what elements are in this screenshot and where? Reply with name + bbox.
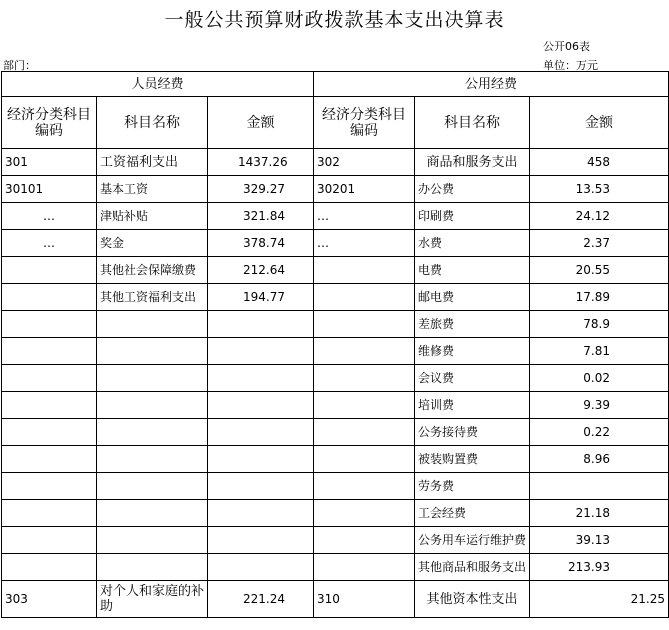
left-code-cell (2, 446, 97, 473)
right-amount-cell: 213.93 (530, 554, 669, 581)
right-code-cell (314, 338, 415, 365)
left-name-cell (97, 473, 208, 500)
section-header-row (2, 72, 669, 97)
right-amount-cell: 17.89 (530, 284, 669, 311)
right-name-cell: 差旅费 (415, 311, 530, 338)
right-code-cell: 30201 (314, 176, 415, 203)
table-row (2, 284, 669, 311)
right-code-cell (314, 554, 415, 581)
left-code-header: 经济分类科目编码 (2, 97, 97, 149)
left-code-cell: … (2, 203, 97, 230)
right-amount-cell: 21.18 (530, 500, 669, 527)
left-code-cell (2, 284, 97, 311)
right-name-cell: 公务接待费 (415, 419, 530, 446)
left-amount-cell: 194.77 (208, 284, 314, 311)
left-amount-cell: 1437.26 (208, 149, 314, 176)
right-name-cell: 水费 (415, 230, 530, 257)
right-code-header: 经济分类科目编码 (314, 97, 415, 149)
left-amount-cell (208, 419, 314, 446)
table-row (2, 149, 669, 176)
right-code-cell: … (314, 230, 415, 257)
table-row (2, 419, 669, 446)
table-row (2, 473, 669, 500)
public-section-header: 公用经费 (314, 72, 669, 97)
table-row (2, 365, 669, 392)
department-label: 部门： (3, 59, 36, 72)
left-code-cell: 30101 (2, 176, 97, 203)
right-name-cell: 被装购置费 (415, 446, 530, 473)
left-code-cell (2, 554, 97, 581)
left-name-cell (97, 500, 208, 527)
right-amount-cell (530, 473, 669, 500)
left-name-cell: 其他工资福利支出 (97, 284, 208, 311)
right-code-cell (314, 365, 415, 392)
table-row (2, 230, 669, 257)
left-amount-cell (208, 338, 314, 365)
table-row (2, 527, 669, 554)
left-name-cell (97, 527, 208, 554)
left-name-cell: 基本工资 (97, 176, 208, 203)
right-code-cell (314, 500, 415, 527)
right-name-cell: 维修费 (415, 338, 530, 365)
right-name-cell: 培训费 (415, 392, 530, 419)
form-number: 公开06表 (543, 40, 590, 53)
left-amount-cell: 212.64 (208, 257, 314, 284)
right-code-cell (314, 284, 415, 311)
right-code-cell (314, 446, 415, 473)
right-amount-cell: 13.53 (530, 176, 669, 203)
right-amount-cell: 0.22 (530, 419, 669, 446)
right-name-cell: 邮电费 (415, 284, 530, 311)
left-amount-cell: 221.24 (208, 581, 314, 618)
left-amount-cell (208, 392, 314, 419)
right-amount-cell: 21.25 (530, 581, 669, 618)
right-code-cell: 302 (314, 149, 415, 176)
right-amount-cell: 24.12 (530, 203, 669, 230)
right-amount-cell: 0.02 (530, 365, 669, 392)
left-code-cell (2, 338, 97, 365)
left-amount-cell: 329.27 (208, 176, 314, 203)
page-title: 一般公共预算财政拨款基本支出决算表 (164, 9, 505, 31)
unit-label: 单位：万元 (543, 59, 598, 72)
left-code-cell (2, 311, 97, 338)
left-code-cell: 301 (2, 149, 97, 176)
right-name-cell: 印刷费 (415, 203, 530, 230)
table-row (2, 176, 669, 203)
right-code-cell (314, 392, 415, 419)
left-name-cell: 津贴补贴 (97, 203, 208, 230)
left-amount-cell (208, 473, 314, 500)
left-code-cell (2, 365, 97, 392)
right-amount-cell: 78.9 (530, 311, 669, 338)
right-code-cell (314, 311, 415, 338)
left-amount-cell (208, 311, 314, 338)
right-name-cell: 工会经费 (415, 500, 530, 527)
right-amount-cell: 2.37 (530, 230, 669, 257)
left-amount-cell (208, 554, 314, 581)
right-amount-cell: 8.96 (530, 446, 669, 473)
left-code-cell: … (2, 230, 97, 257)
left-amount-cell (208, 500, 314, 527)
left-amount-header: 金额 (208, 97, 314, 149)
left-amount-cell: 321.84 (208, 203, 314, 230)
table-row (2, 311, 669, 338)
table-row (2, 500, 669, 527)
right-code-cell (314, 257, 415, 284)
left-amount-cell (208, 446, 314, 473)
right-name-header: 科目名称 (415, 97, 530, 149)
table-row (2, 392, 669, 419)
table-row (2, 257, 669, 284)
right-amount-cell: 9.39 (530, 392, 669, 419)
left-code-cell (2, 257, 97, 284)
right-code-cell (314, 419, 415, 446)
left-name-cell (97, 311, 208, 338)
column-header-row (2, 97, 669, 149)
left-name-cell: 奖金 (97, 230, 208, 257)
left-code-cell (2, 473, 97, 500)
left-amount-cell: 378.74 (208, 230, 314, 257)
right-name-cell: 会议费 (415, 365, 530, 392)
left-amount-cell (208, 527, 314, 554)
right-amount-cell: 20.55 (530, 257, 669, 284)
left-name-cell (97, 554, 208, 581)
table-row (2, 446, 669, 473)
right-name-cell: 其他商品和服务支出 (415, 554, 530, 581)
right-name-cell: 办公费 (415, 176, 530, 203)
left-code-cell (2, 392, 97, 419)
right-code-cell (314, 473, 415, 500)
right-name-cell: 公务用车运行维护费 (415, 527, 530, 554)
table-row (2, 581, 669, 618)
left-code-cell (2, 419, 97, 446)
right-amount-cell: 39.13 (530, 527, 669, 554)
left-code-cell (2, 527, 97, 554)
right-name-cell: 劳务费 (415, 473, 530, 500)
right-code-cell: … (314, 203, 415, 230)
right-amount-cell: 7.81 (530, 338, 669, 365)
right-name-cell: 电费 (415, 257, 530, 284)
left-name-cell: 其他社会保障缴费 (97, 257, 208, 284)
table-row (2, 554, 669, 581)
right-name-cell: 商品和服务支出 (415, 149, 530, 176)
left-name-cell (97, 392, 208, 419)
expenditure-table (1, 71, 669, 618)
left-name-cell (97, 446, 208, 473)
left-name-cell: 工资福利支出 (97, 149, 208, 176)
left-name-cell (97, 338, 208, 365)
left-name-cell (97, 365, 208, 392)
table-row (2, 203, 669, 230)
left-name-header: 科目名称 (97, 97, 208, 149)
left-code-cell (2, 500, 97, 527)
left-name-cell (97, 419, 208, 446)
right-amount-cell: 458 (530, 149, 669, 176)
right-name-cell: 其他资本性支出 (415, 581, 530, 618)
right-code-cell: 310 (314, 581, 415, 618)
left-amount-cell (208, 365, 314, 392)
right-code-cell (314, 527, 415, 554)
personnel-section-header: 人员经费 (2, 72, 314, 97)
right-amount-header: 金额 (530, 97, 669, 149)
left-name-cell: 对个人和家庭的补助 (97, 581, 208, 618)
left-code-cell: 303 (2, 581, 97, 618)
table-row (2, 338, 669, 365)
